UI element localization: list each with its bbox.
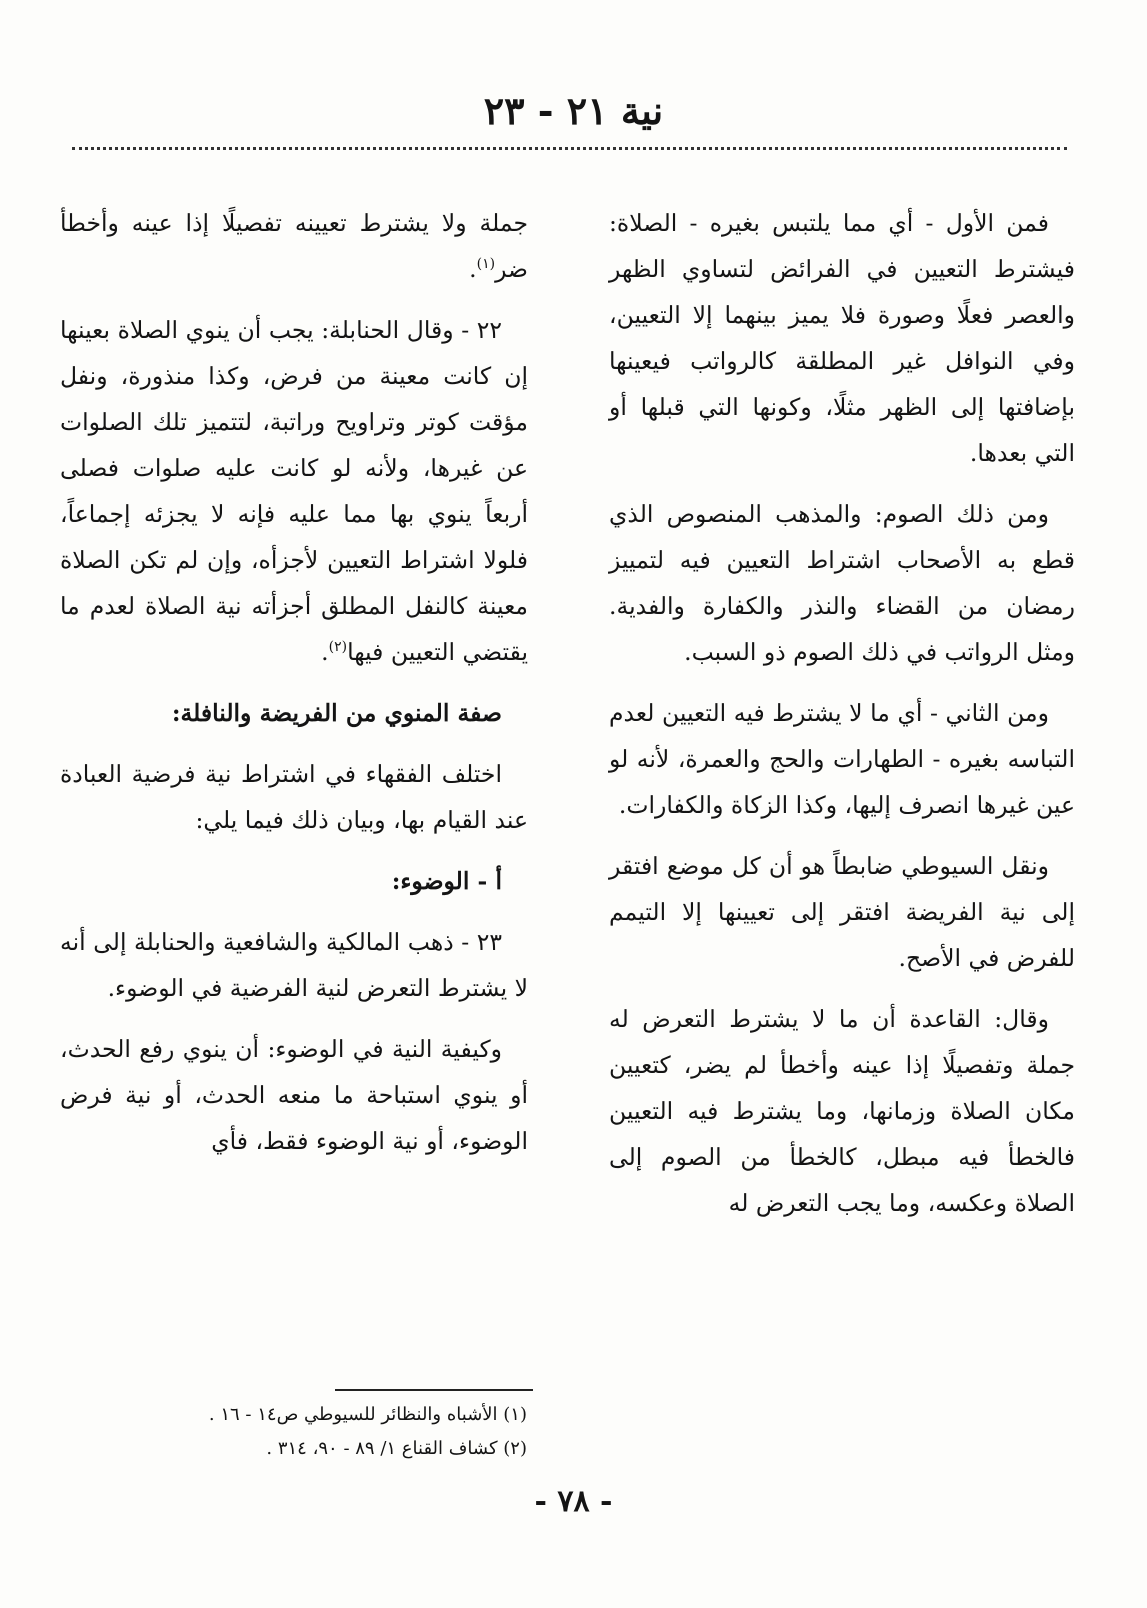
left-column xyxy=(60,200,528,1179)
header-dotted-rule xyxy=(72,147,1067,150)
paragraph xyxy=(60,307,528,675)
footnotes xyxy=(57,1398,527,1466)
page-number: - ٧٨ - xyxy=(534,1484,613,1519)
paragraph: ونقل السيوطي ضابطاً هو أن كل موضع افتقر إلى نية الفريضة افتقر إلى تعيينها إلا التيمم للفرض في الأصح. xyxy=(609,852,1075,972)
paragraph: ومن ذلك الصوم: والمذهب المنصوص الذي قطع به الأصحاب اشتراط التعيين فيه لتمييز رمضان من القضاء والنذر والكفارة والفدية. ومثل الرواتب في ذلك الصوم ذو السبب. xyxy=(609,500,1075,666)
paragraph: فمن الأول - أي مما يلتبس بغيره - الصلاة: فيشترط التعيين في الفرائض لتساوي الظهر والعصر فعلًا وصورة فلا يميز بينهما إلا التعيين، وفي النوافل غير المطلقة كالرواتب فيعينها بإضافتها إلى الظهر مثلًا، وكونها التي قبلها أو التي بعدها. xyxy=(609,209,1075,467)
section-heading: صفة المنوي من الفريضة والنافلة: xyxy=(171,699,502,727)
paragraph-continued xyxy=(60,200,528,292)
page-header-title: نية ٢١ - ٢٣ xyxy=(483,88,664,133)
paragraph: وقال: القاعدة أن ما لا يشترط التعرض له جملة وتفصيلًا إذا عينه وأخطأ لم يضر، كتعيين مكان الصلاة وزمانها، وما يشترط فيه التعيين فالخطأ فيه مبطل، كالخطأ من الصوم إلى الصلاة وعكسه، وما يجب التعرض له xyxy=(609,1005,1075,1217)
paragraph: وكيفية النية في الوضوء: أن ينوي رفع الحدث، أو ينوي استباحة ما منعه الحدث، أو نية فرض الوضوء، أو نية الوضوء فقط، فأي xyxy=(60,1035,528,1155)
subsection-heading: أ - الوضوء: xyxy=(391,867,502,895)
footnote: (١) الأشباه والنظائر للسيوطي ص١٤ - ١٦ . xyxy=(208,1404,527,1425)
right-column xyxy=(609,200,1075,1241)
paragraph-text: جملة ولا يشترط تعيينه تفصيلًا إذا عينه وأخطأ ضر xyxy=(60,209,528,283)
footnote-rule xyxy=(335,1389,533,1391)
paragraph: ٢٣ - ذهب المالكية والشافعية والحنابلة إلى أنه لا يشترط التعرض لنية الفرضية في الوضوء. xyxy=(60,928,528,1002)
paragraph-text: ٢٢ - وقال الحنابلة: يجب أن ينوي الصلاة بعينها إن كانت معينة من فرض، وكذا منذورة، ونفل مؤقت كوتر وتراويح وراتبة، لتتميز تلك الصلوات عن غيرها، ولأنه لو كانت عليه صلوات فصلى أربعاً ينوي بها مما عليه فإنه لا يجزئه إجماعاً، فلولا اشتراط التعيين لأجزأه، وإن لم تكن الصلاة معينة كالنفل المطلق أجزأته نية الصلاة لعدم ما يقتضي التعيين فيها xyxy=(60,316,528,666)
paragraph-end: . xyxy=(469,255,477,283)
footnote-ref: (٢) xyxy=(328,639,348,656)
paragraph-end: . xyxy=(321,638,329,666)
footnote: (٢) كشاف القناع ١/ ٨٩ - ٩٠، ٣١٤ . xyxy=(266,1438,527,1459)
paragraph: ومن الثاني - أي ما لا يشترط فيه التعيين لعدم التباسه بغيره - الطهارات والحج والعمرة، لأنه لو عين غيرها انصرف إليها، وكذا الزكاة والكفارات. xyxy=(609,699,1075,819)
footnote-ref: (١) xyxy=(476,256,496,273)
paragraph: اختلف الفقهاء في اشتراط نية فرضية العبادة عند القيام بها، وبيان ذلك فيما يلي: xyxy=(60,760,528,834)
